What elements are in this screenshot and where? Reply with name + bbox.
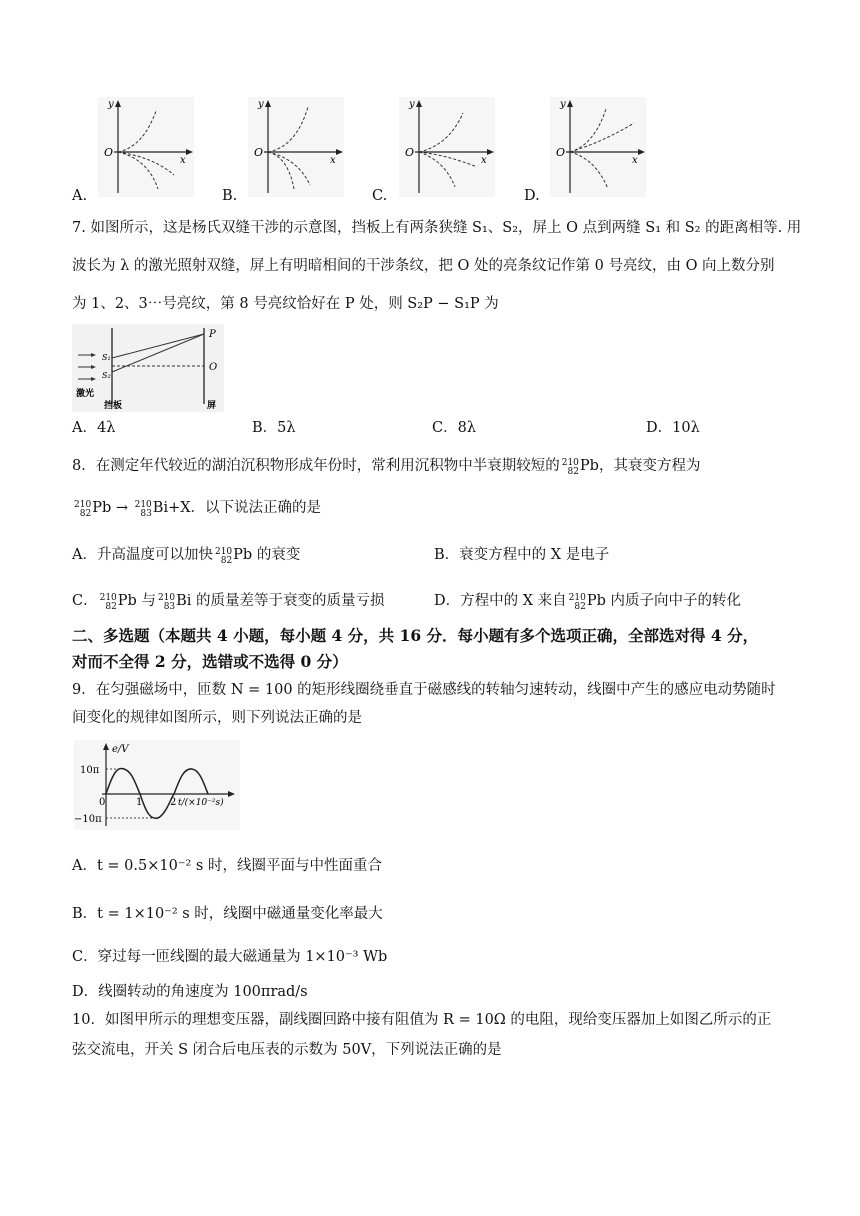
q7-stem-line3: 为 1、2、3⋯号亮纹，第 8 号亮纹恰好在 P 处，则 S₂P − S₁P 为 xyxy=(72,296,499,312)
pb-nuclide-indices xyxy=(215,548,232,566)
pb-atomic-number: 82 xyxy=(79,509,92,519)
q9-emf-time-graph xyxy=(74,740,240,830)
q8-decay-equation: 210 82Pb → 210 83Bi+X．以下说法正确的是 xyxy=(74,500,322,519)
q8-option-a-text: A．升高温度可以加快 xyxy=(72,547,213,563)
q7-option-a: A．4λ xyxy=(72,420,116,436)
x-tick-2-label: 2 xyxy=(170,797,177,808)
origin-label: O xyxy=(104,146,114,159)
q8-stem-text: 8．在测定年代较近的湖泊沉积物形成年份时，常利用沉积物中半衰期较短的 xyxy=(72,458,560,474)
slit-s2-label: S₂ xyxy=(102,371,111,380)
origin-label: O xyxy=(405,146,415,159)
pb-nuclide-indices xyxy=(562,459,579,477)
origin-label: O xyxy=(254,146,264,159)
q8-option-d-text: D．方程中的 X 来自 xyxy=(434,593,567,609)
x-axis-label: x xyxy=(632,155,638,166)
pb-mass-number: 210 xyxy=(74,500,92,510)
bi-atomic-number: 83 xyxy=(140,509,152,519)
laser-label: 激光 xyxy=(76,389,95,399)
pb-mass-number: 210 xyxy=(214,547,233,557)
pb-atomic-number: 82 xyxy=(574,602,586,612)
section2-heading-line1: 二、多选题（本题共 4 小题，每小题 4 分，共 16 分．每小题有多个选项正确，全部选对得 4 分， xyxy=(72,626,759,645)
q8-option-c-mid: Pb 与 xyxy=(117,593,156,609)
q7-option-b: B．5λ xyxy=(252,420,296,436)
q6-option-d-label: D. xyxy=(524,188,540,204)
y-axis-label: y xyxy=(258,99,264,110)
slit-s1-label: S₁ xyxy=(102,353,111,362)
q9-stem-line2: 间变化的规律如图所示，则下列说法正确的是 xyxy=(72,710,362,726)
x-axis-label: x xyxy=(481,155,487,166)
point-p-label: P xyxy=(209,329,216,340)
q7-stem-line1: 7. 如图所示，这是杨氏双缝干涉的示意图，挡板上有两条狭缝 S₁、S₂，屏上 O 点到两缝 S₁ 和 S₂ 的距离相等. 用 xyxy=(72,220,802,236)
x-axis-label: x xyxy=(180,155,186,166)
baffle-label: 挡板 xyxy=(104,401,123,411)
q9-option-d: D．线圈转动的角速度为 100πrad/s xyxy=(72,984,308,1000)
pb-atomic-number: 82 xyxy=(220,556,233,566)
q8-option-d-end: Pb 内质子向中子的转化 xyxy=(586,593,742,609)
q7-stem-line2: 波长为 λ 的激光照射双缝，屏上有明暗相间的干涉条纹，把 O 处的亮条纹记作第 0 号亮纹，由 O 向上数分别 xyxy=(72,258,775,274)
bi-mass-number: 210 xyxy=(157,593,176,603)
bi-mass-number: 210 xyxy=(134,500,152,510)
x-axis-label: t/(×10⁻²s) xyxy=(178,798,224,808)
q7-option-c: C．8λ xyxy=(432,420,477,436)
q6-graph-c xyxy=(399,97,495,197)
q9-option-b: B．t = 1×10⁻² s 时，线圈中磁通量变化率最大 xyxy=(72,906,383,922)
y-axis-label: y xyxy=(108,99,114,110)
q6-option-a-label: A. xyxy=(72,188,88,204)
x-tick-1-label: 1 xyxy=(136,797,143,808)
q8-option-a-end: Pb 的衰变 xyxy=(233,547,301,563)
q8-option-c xyxy=(72,591,385,612)
bi-nuclide-indices xyxy=(158,594,175,612)
y-axis-label: e/V xyxy=(112,744,129,755)
q7-option-d: D．10λ xyxy=(646,420,700,436)
q6-option-c-label: C. xyxy=(372,188,388,204)
origin-label: O xyxy=(556,146,566,159)
q8-option-c-prefix: C． xyxy=(72,593,98,609)
pb-mass-number: 210 xyxy=(568,593,586,603)
pb-nuclide-indices xyxy=(100,594,117,612)
q8-option-b: B．衰变方程中的 X 是电子 xyxy=(434,547,610,563)
pb-symbol: Pb xyxy=(92,500,112,516)
q10-stem-line2: 弦交流电，开关 S 闭合后电压表的示数为 50V，下列说法正确的是 xyxy=(72,1042,502,1058)
bi-nuclide-indices xyxy=(135,501,152,519)
x-axis-label: x xyxy=(330,155,336,166)
pb-atomic-number: 82 xyxy=(567,467,579,477)
q8-option-a xyxy=(72,545,300,566)
y-axis-label: y xyxy=(560,99,566,110)
q9-option-a: A．t = 0.5×10⁻² s 时，线圈平面与中性面重合 xyxy=(72,858,382,874)
pb-nuclide-indices xyxy=(74,501,91,519)
y-max-label: 10π xyxy=(80,765,100,776)
point-o-label: O xyxy=(209,362,218,373)
pb-mass-number: 210 xyxy=(561,458,579,468)
section2-heading-line2: 对而不全得 2 分，选错或不选得 0 分） xyxy=(72,652,348,671)
bi-atomic-number: 83 xyxy=(163,602,176,612)
q6-option-b-label: B. xyxy=(222,188,238,204)
q7-double-slit-figure xyxy=(72,324,224,412)
q6-graph-a xyxy=(98,97,194,197)
q8-stem-end: ，其衰变方程为 xyxy=(598,458,701,474)
q10-stem-line1: 10．如图甲所示的理想变压器，副线圈回路中接有阻值为 R = 10Ω 的电阻，现给变压器加上如图乙所示的正 xyxy=(72,1012,772,1028)
screen-label: 屏 xyxy=(207,401,217,411)
pb-atomic-number: 82 xyxy=(105,602,117,612)
q9-stem-line1: 9．在匀强磁场中，匝数 N = 100 的矩形线圈绕垂直于磁感线的转轴匀速转动，线圈中产生的感应电动势随时 xyxy=(72,682,776,698)
y-min-label: −10π xyxy=(74,814,102,825)
q8-option-c-end: Bi 的质量差等于衰变的质量亏损 xyxy=(176,593,385,609)
y-axis-label: y xyxy=(409,99,415,110)
q6-graph-d xyxy=(550,97,646,197)
q9-option-c: C．穿过每一匝线圈的最大磁通量为 1×10⁻³ Wb xyxy=(72,949,388,965)
q8-stem-line1 xyxy=(72,456,700,477)
pb-mass-number: 210 xyxy=(99,593,117,603)
pb-symbol: Pb xyxy=(579,458,599,474)
q8-option-d xyxy=(434,591,741,612)
x-origin-label: 0 xyxy=(99,797,106,808)
pb-nuclide-indices xyxy=(569,594,586,612)
q8-equation-tail: Bi+X．以下说法正确的是 xyxy=(152,500,322,516)
q6-graph-b xyxy=(248,97,344,197)
